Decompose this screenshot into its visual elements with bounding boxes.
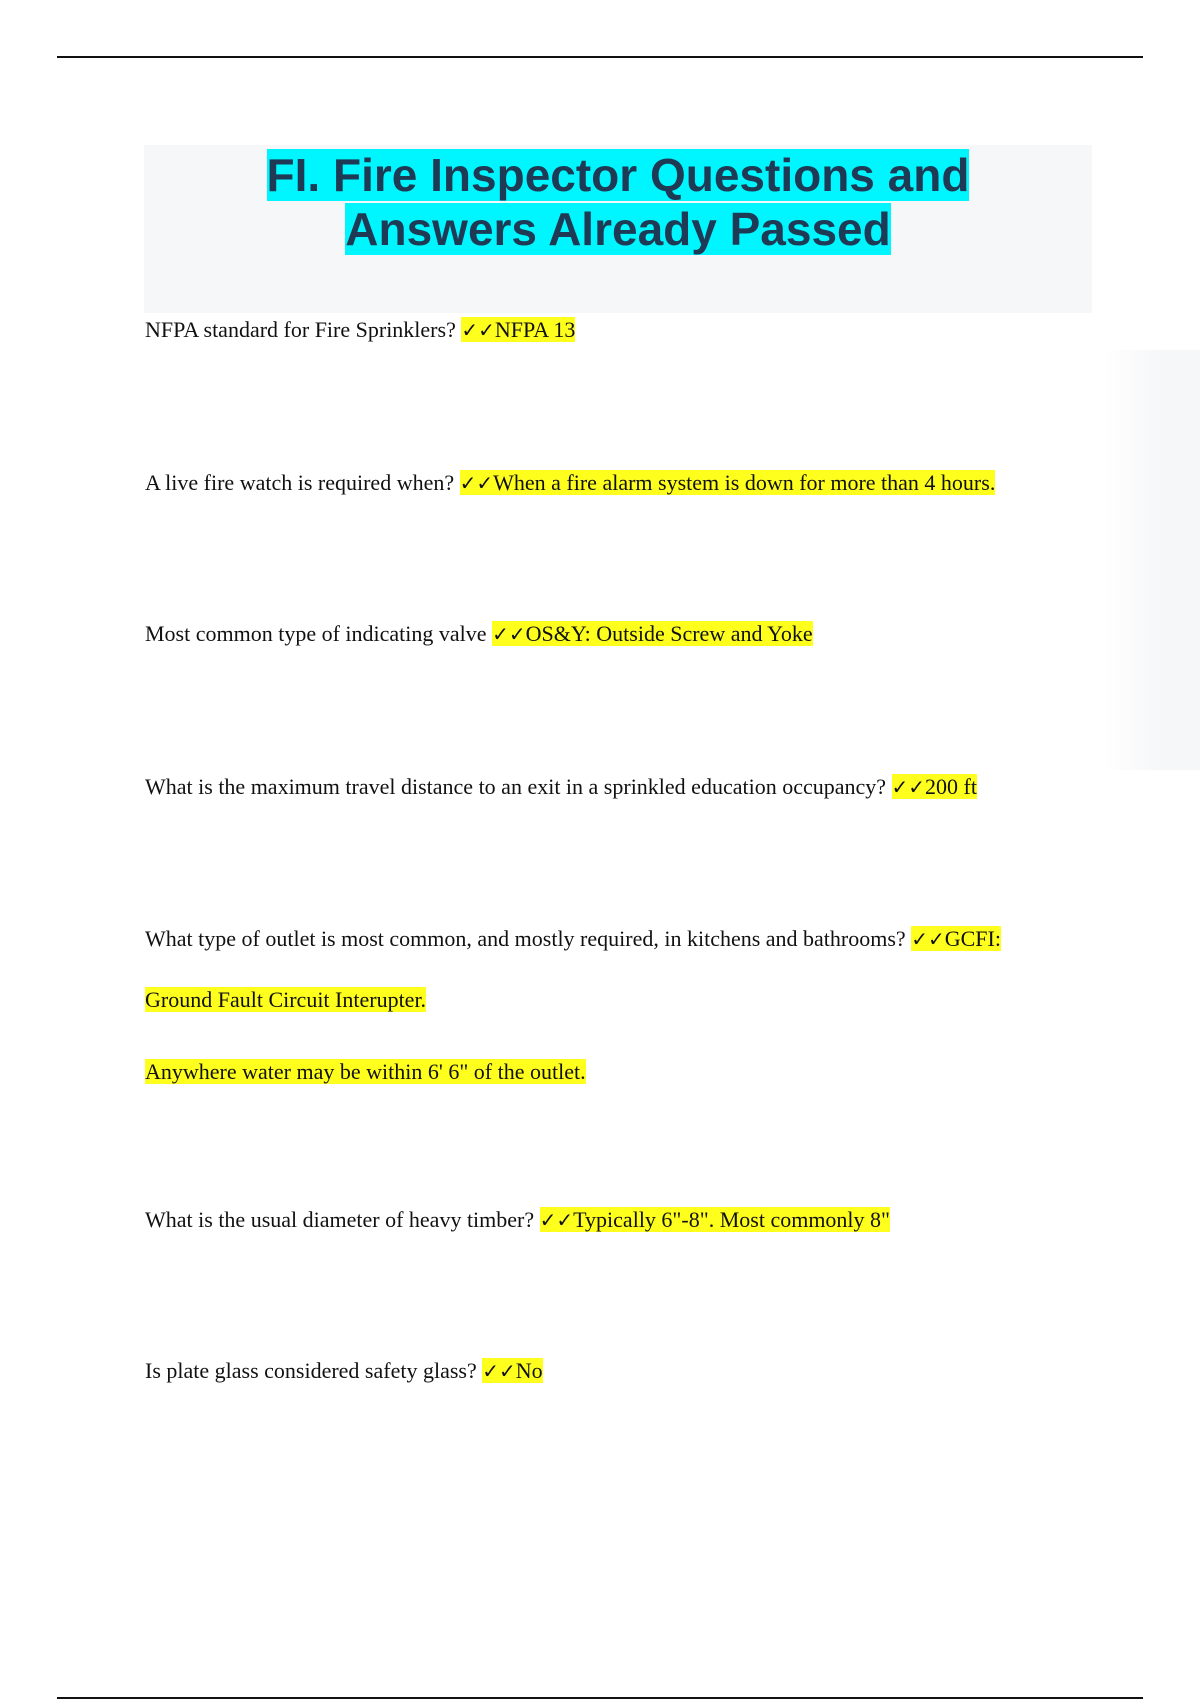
check-icon: ✓✓ (539, 1208, 574, 1232)
answer-highlight (482, 1358, 542, 1383)
question-text: Is plate glass considered safety glass? (145, 1358, 477, 1383)
answer-text: GCFI: (944, 926, 1001, 951)
answer-highlight (892, 774, 977, 799)
qa-item (145, 757, 1105, 817)
answer-text: No (515, 1358, 543, 1383)
check-icon: ✓✓ (461, 318, 495, 342)
title-block (144, 145, 1092, 313)
qa-item (145, 909, 1105, 969)
answer-highlight (540, 1207, 890, 1232)
question-text: What is the maximum travel distance to an exit in a sprinkled education occupancy? (145, 774, 887, 799)
question-text: A live fire watch is required when? (145, 470, 455, 495)
page-title (144, 148, 1092, 256)
answer-text: 200 ft (925, 774, 977, 799)
answer-continuation (145, 1057, 586, 1087)
qa-item (145, 300, 1105, 360)
answer-text: When a fire alarm system is down for more than 4 hours. (493, 470, 996, 495)
qa-item (145, 1341, 1105, 1401)
check-icon: ✓✓ (891, 775, 926, 799)
title-line-1: FI. Fire Inspector Questions and (266, 149, 970, 201)
top-rule (57, 56, 1143, 58)
title-line-2: Answers Already Passed (345, 203, 891, 255)
question-text: Most common type of indicating valve (145, 621, 487, 646)
answer-continuation (145, 985, 426, 1015)
check-icon: ✓✓ (492, 622, 526, 646)
qa-item (145, 453, 1105, 513)
check-icon: ✓✓ (482, 1359, 516, 1383)
check-icon: ✓✓ (459, 471, 494, 495)
question-text: What type of outlet is most common, and mostly required, in kitchens and bathrooms? (145, 926, 906, 951)
answer-highlight (492, 621, 813, 646)
answer-text-line-3: Anywhere water may be within 6' 6" of the outlet. (145, 1059, 586, 1084)
answer-text: Typically 6"-8". Most commonly 8" (573, 1207, 891, 1232)
answer-text: OS&Y: Outside Screw and Yoke (525, 621, 813, 646)
question-text: What is the usual diameter of heavy timber? (145, 1207, 535, 1232)
qa-item (145, 604, 1105, 664)
bottom-rule (57, 1697, 1143, 1699)
answer-text-line-2: Ground Fault Circuit Interupter. (145, 987, 427, 1012)
answer-highlight (461, 317, 575, 342)
check-icon: ✓✓ (911, 927, 945, 951)
qa-item (145, 1190, 1105, 1250)
answer-highlight (911, 926, 1001, 951)
side-shade (1103, 350, 1200, 770)
answer-highlight (460, 470, 996, 495)
answer-text: NFPA 13 (494, 317, 576, 342)
question-text: NFPA standard for Fire Sprinklers? (145, 317, 456, 342)
